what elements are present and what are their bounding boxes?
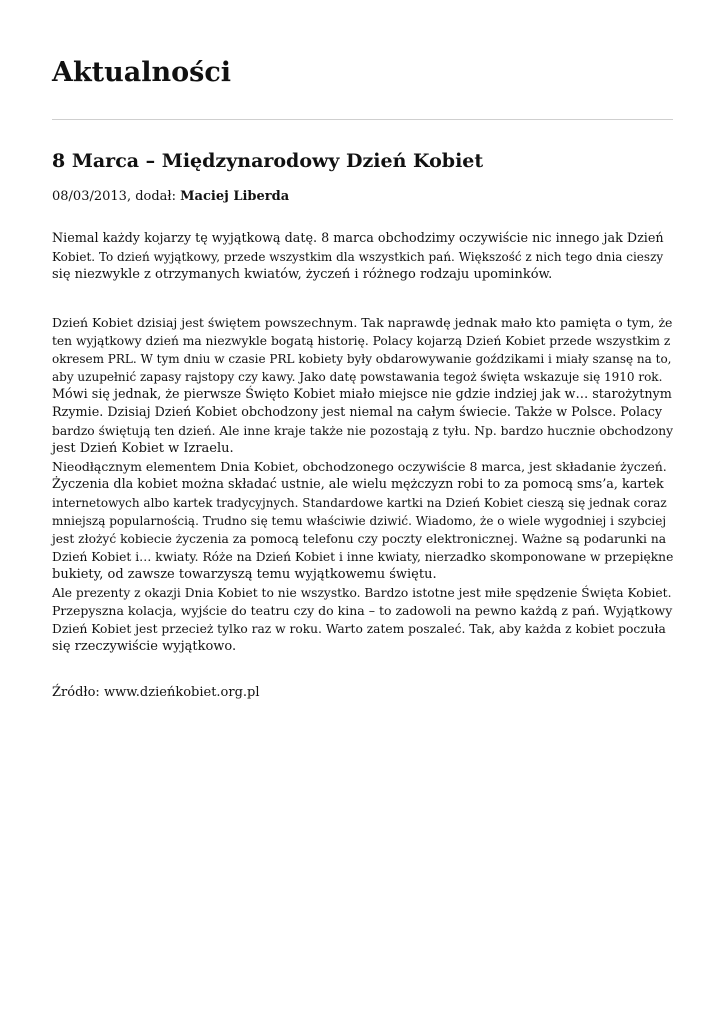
body-line: okresem PRL. W tym dniu w czasie PRL kobiety były obdarowywanie goździkami i miały szansę na to, — [52, 352, 672, 366]
article-title: 8 Marca – Międzynarodowy Dzień Kobiet — [52, 150, 484, 172]
added-by-label: , dodał: — [126, 189, 181, 204]
body-line: mniejszą popularnością. Trudno się temu właściwie dziwić. Wiadomo, że o wiele wygodniej i szybciej — [52, 514, 667, 528]
body-line: Życzenia dla kobiet można składać ustnie, ale wielu mężczyzn robi to za pomocą sms’a, kartek — [52, 477, 664, 492]
body-line: jest Dzień Kobiet w Izraelu. — [52, 441, 234, 456]
body-line: jest złożyć kobiecie życzenia za pomocą telefonu czy poczty elektronicznej. Ważne są podarunki na — [52, 532, 667, 546]
body-line: Ale prezenty z okazji Dnia Kobiet to nie wszystko. Bardzo istotne jest miłe spędzenie Święta Kobiet. — [52, 586, 672, 600]
body-line: Przepyszna kolacja, wyjście do teatru czy do kina – to zadowoli na pewno każdą z pań. Wyjątkowy — [52, 603, 673, 618]
body-line: Dzień Kobiet jest przecież tylko raz w roku. Warto zatem poszaleć. Tak, aby każda z kobiet poczuła — [52, 622, 666, 636]
article-date: 08/03/2013 — [52, 189, 127, 204]
section-title: Aktualności — [52, 57, 232, 88]
body-line: się rzeczywiście wyjątkowo. — [52, 639, 237, 654]
body-line: Dzień Kobiet dzisiaj jest świętem powszechnym. Tak naprawdę jednak mało kto pamięta o tym, że — [52, 315, 673, 330]
body-line: Niemal każdy kojarzy tę wyjątkową datę. 8 marca obchodzimy oczywiście nic innego jak Dzień — [52, 231, 664, 246]
source-line: Źródło: www.dzieńkobiet.org.pl — [52, 685, 260, 700]
body-line: się niezwykle z otrzymanych kwiatów, życzeń i różnego rodzaju upominków. — [52, 267, 553, 282]
body-line: Dzień Kobiet i… kwiaty. Róże na Dzień Kobiet i inne kwiaty, nierzadko skomponowane w przepiękne — [52, 550, 674, 564]
body-line: internetowych albo kartek tradycyjnych. Standardowe kartki na Dzień Kobiet cieszą się jednak coraz — [52, 496, 667, 510]
body-line: bukiety, od zawsze towarzyszą temu wyjątkowemu świętu. — [52, 567, 437, 582]
body-line: Kobiet. To dzień wyjątkowy, przede wszystkim dla wszystkich pań. Większość z nich tego dnia cieszy — [52, 250, 664, 264]
body-line: Mówi się jednak, że pierwsze Święto Kobiet miało miejsce nie gdzie indziej jak w… starożytnym — [52, 387, 672, 402]
body-line: ten wyjątkowy dzień ma niezwykle bogatą historię. Polacy kojarzą Dzień Kobiet przede wszystkim z — [52, 334, 671, 348]
body-line: bardzo świętują ten dzień. Ale inne kraje także nie pozostają z tyłu. Np. bardzo hucznie obchodzony — [52, 424, 674, 438]
body-line: Nieodłącznym elementem Dnia Kobiet, obchodzonego oczywiście 8 marca, jest składanie życzeń. — [52, 459, 667, 474]
article-author: Maciej Liberda — [180, 189, 290, 204]
body-line: Rzymie. Dzisiaj Dzień Kobiet obchodzony jest niemal na całym świecie. Także w Polsce. Polacy — [52, 405, 663, 420]
article-meta — [52, 187, 289, 207]
body-line: aby uzupełnić zapasy rajstopy czy kawy. Jako datę powstawania tegoż święta wskazuje się 1910 rok. — [52, 370, 663, 384]
title-divider — [52, 119, 673, 120]
